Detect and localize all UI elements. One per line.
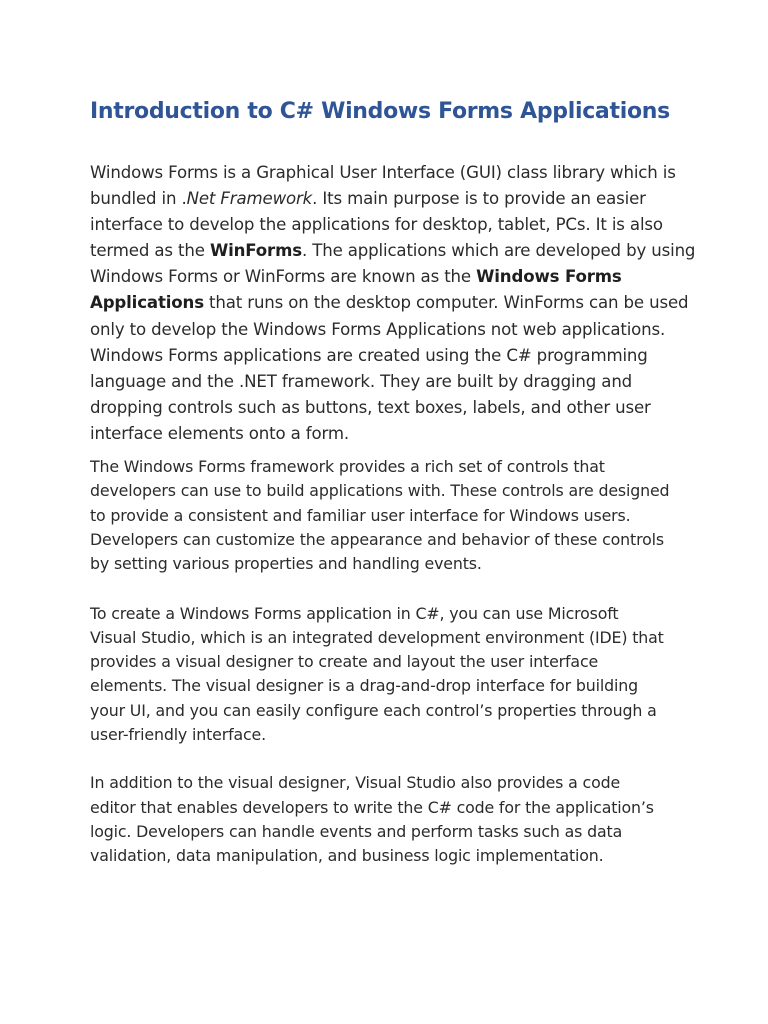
paragraph-line: interface to develop the applications for desktop, tablet, PCs. It is also bbox=[90, 215, 663, 235]
paragraph-line bbox=[90, 238, 696, 264]
paragraph-line: To create a Windows Forms application in C#, you can use Microsoft bbox=[90, 603, 619, 623]
paragraph-line: only to develop the Windows Forms Applications not web applications. bbox=[90, 319, 666, 339]
paragraph-line: to provide a consistent and familiar user interface for Windows users. bbox=[90, 505, 631, 525]
document-page bbox=[90, 95, 696, 868]
paragraph-line: logic. Developers can handle events and perform tasks such as data bbox=[90, 821, 623, 841]
paragraph-line: user-friendly interface. bbox=[90, 725, 266, 744]
paragraph-code-editor bbox=[90, 771, 690, 868]
text-segment: . Its main purpose is to provide an easier bbox=[312, 189, 646, 209]
text-segment: bundled in . bbox=[90, 189, 187, 209]
italic-term-net-framework: Net Framework bbox=[186, 189, 313, 209]
bold-term-applications: Applications bbox=[90, 293, 204, 313]
paragraph-line: Visual Studio, which is an integrated development environment (IDE) that bbox=[90, 627, 664, 647]
paragraph-line bbox=[90, 186, 690, 212]
paragraph-line: The Windows Forms framework provides a rich set of controls that bbox=[90, 457, 605, 477]
paragraph-intro bbox=[90, 160, 696, 447]
text-segment: . The applications which are developed by using bbox=[301, 241, 696, 261]
paragraph-line bbox=[90, 290, 690, 316]
document-title: Introduction to C# Windows Forms Applications bbox=[90, 99, 670, 124]
paragraph-line: Windows Forms is a Graphical User Interface (GUI) class library which is bbox=[90, 163, 676, 182]
paragraph-line: elements. The visual designer is a drag-and-drop interface for building bbox=[90, 676, 638, 696]
paragraph-line: interface elements onto a form. bbox=[90, 423, 349, 443]
paragraph-line: your UI, and you can easily configure each control’s properties through a bbox=[90, 700, 657, 720]
paragraph-line: developers can use to build applications with. These controls are designed bbox=[90, 481, 670, 501]
bold-term-windows-forms: Windows Forms bbox=[476, 267, 622, 287]
paragraph-line: language and the .NET framework. They are built by dragging and bbox=[90, 371, 633, 391]
paragraph-line: Windows Forms applications are created using the C# programming bbox=[90, 345, 648, 365]
paragraph-visual-studio bbox=[90, 602, 690, 748]
text-segment: termed as the bbox=[90, 241, 210, 261]
text-segment: that runs on the desktop computer. WinForms can be used bbox=[203, 293, 689, 313]
paragraph-line: provides a visual designer to create and layout the user interface bbox=[90, 652, 599, 672]
paragraph-line: validation, data manipulation, and business logic implementation. bbox=[90, 846, 604, 866]
paragraph-line bbox=[90, 264, 690, 290]
paragraph-line: Developers can customize the appearance and behavior of these controls bbox=[90, 529, 664, 549]
paragraph-line: dropping controls such as buttons, text boxes, labels, and other user bbox=[90, 397, 651, 417]
paragraph-line: In addition to the visual designer, Visual Studio also provides a code bbox=[90, 773, 621, 793]
bold-term-winforms: WinForms bbox=[209, 241, 302, 261]
paragraph-line: by setting various properties and handling events. bbox=[90, 554, 482, 574]
paragraph-controls bbox=[90, 455, 690, 576]
paragraph-line: editor that enables developers to write the C# code for the application’s bbox=[90, 797, 654, 817]
text-segment: Windows Forms or WinForms are known as the bbox=[90, 267, 477, 287]
